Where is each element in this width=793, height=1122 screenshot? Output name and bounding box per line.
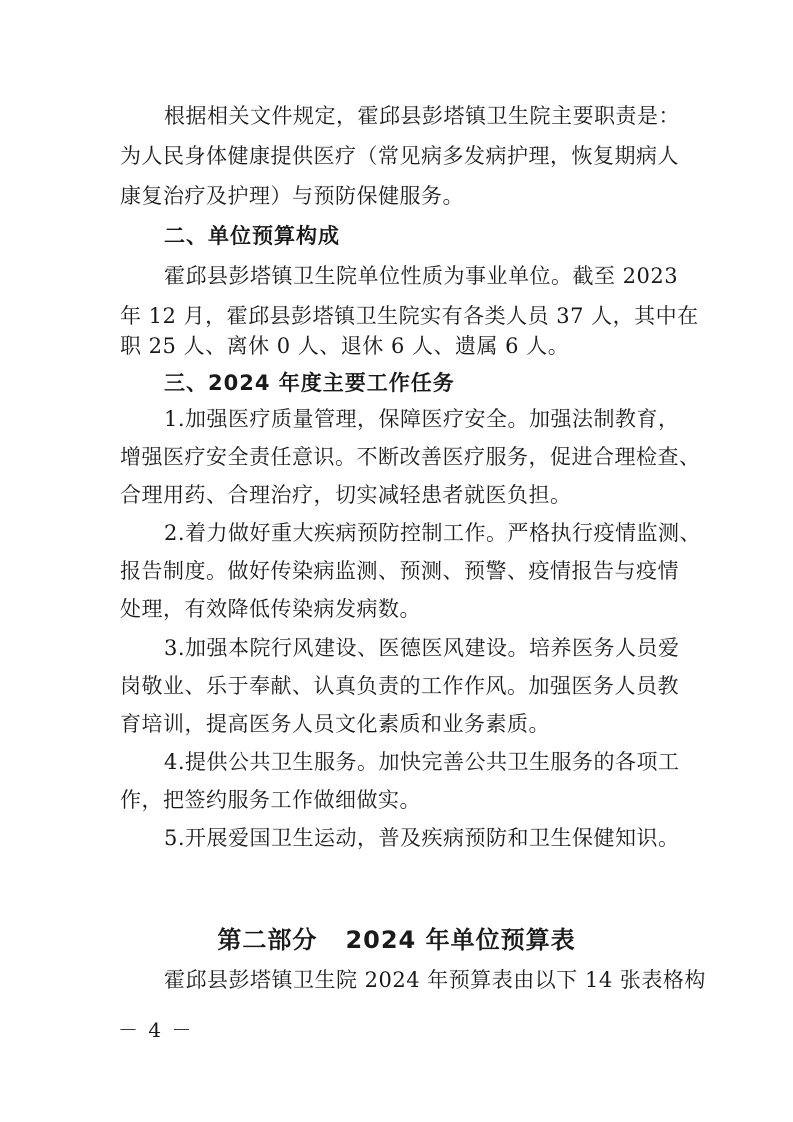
task5-line-1: 5.开展爱国卫生运动，普及疾病预防和卫生保健知识。: [164, 826, 680, 850]
section-heading-budget-structure: 二、单位预算构成: [164, 224, 340, 248]
task2-line-2: 报告制度。做好传染病监测、预测、预警、疫情报告与疫情: [120, 559, 679, 583]
page-number: － 4 －: [118, 1018, 194, 1042]
task2-line-3: 处理，有效降低传染病发病数。: [120, 597, 421, 621]
task4-line-1: 4.提供公共卫生服务。加快完善公共卫生服务的各项工: [164, 750, 680, 774]
task4-line-2: 作，把签约服务工作做细做实。: [120, 788, 421, 812]
task1-line-3: 合理用药、合理治疗，切实减轻患者就医负担。: [120, 483, 572, 507]
part2-line-1: 霍邱县彭塔镇卫生院 2024 年预算表由以下 14 张表格构: [164, 968, 706, 992]
part-two-title: 第二部分 2024 年单位预算表: [217, 926, 576, 954]
task3-line-1: 3.加强本院行风建设、医德医风建设。培养医务人员爱: [164, 636, 680, 660]
intro-line-2: 为人民身体健康提供医疗（常见病多发病护理，恢复期病人: [120, 144, 679, 168]
task3-line-2: 岗敬业、乐于奉献、认真负责的工作作风。加强医务人员教: [120, 674, 679, 698]
task1-line-1: 1.加强医疗质量管理，保障医疗安全。加强法制教育，: [164, 407, 680, 431]
section2-line-3: 职 25 人、离休 0 人、退休 6 人、遗属 6 人。: [120, 334, 570, 358]
intro-line-1: 根据相关文件规定，霍邱县彭塔镇卫生院主要职责是：: [164, 104, 680, 128]
task2-line-1: 2.着力做好重大疾病预防控制工作。严格执行疫情监测、: [164, 521, 702, 545]
section2-line-1: 霍邱县彭塔镇卫生院单位性质为事业单位。截至 2023: [164, 264, 679, 288]
task1-line-2: 增强医疗安全责任意识。不断改善医疗服务，促进合理检查、: [120, 445, 701, 469]
section2-line-2: 年 12 月，霍邱县彭塔镇卫生院实有各类人员 37 人，其中在: [120, 304, 699, 328]
task3-line-3: 育培训，提高医务人员文化素质和业务素质。: [120, 712, 550, 736]
intro-line-3: 康复治疗及护理）与预防保健服务。: [120, 184, 464, 208]
section-heading-main-tasks: 三、2024 年度主要工作任务: [164, 371, 455, 395]
